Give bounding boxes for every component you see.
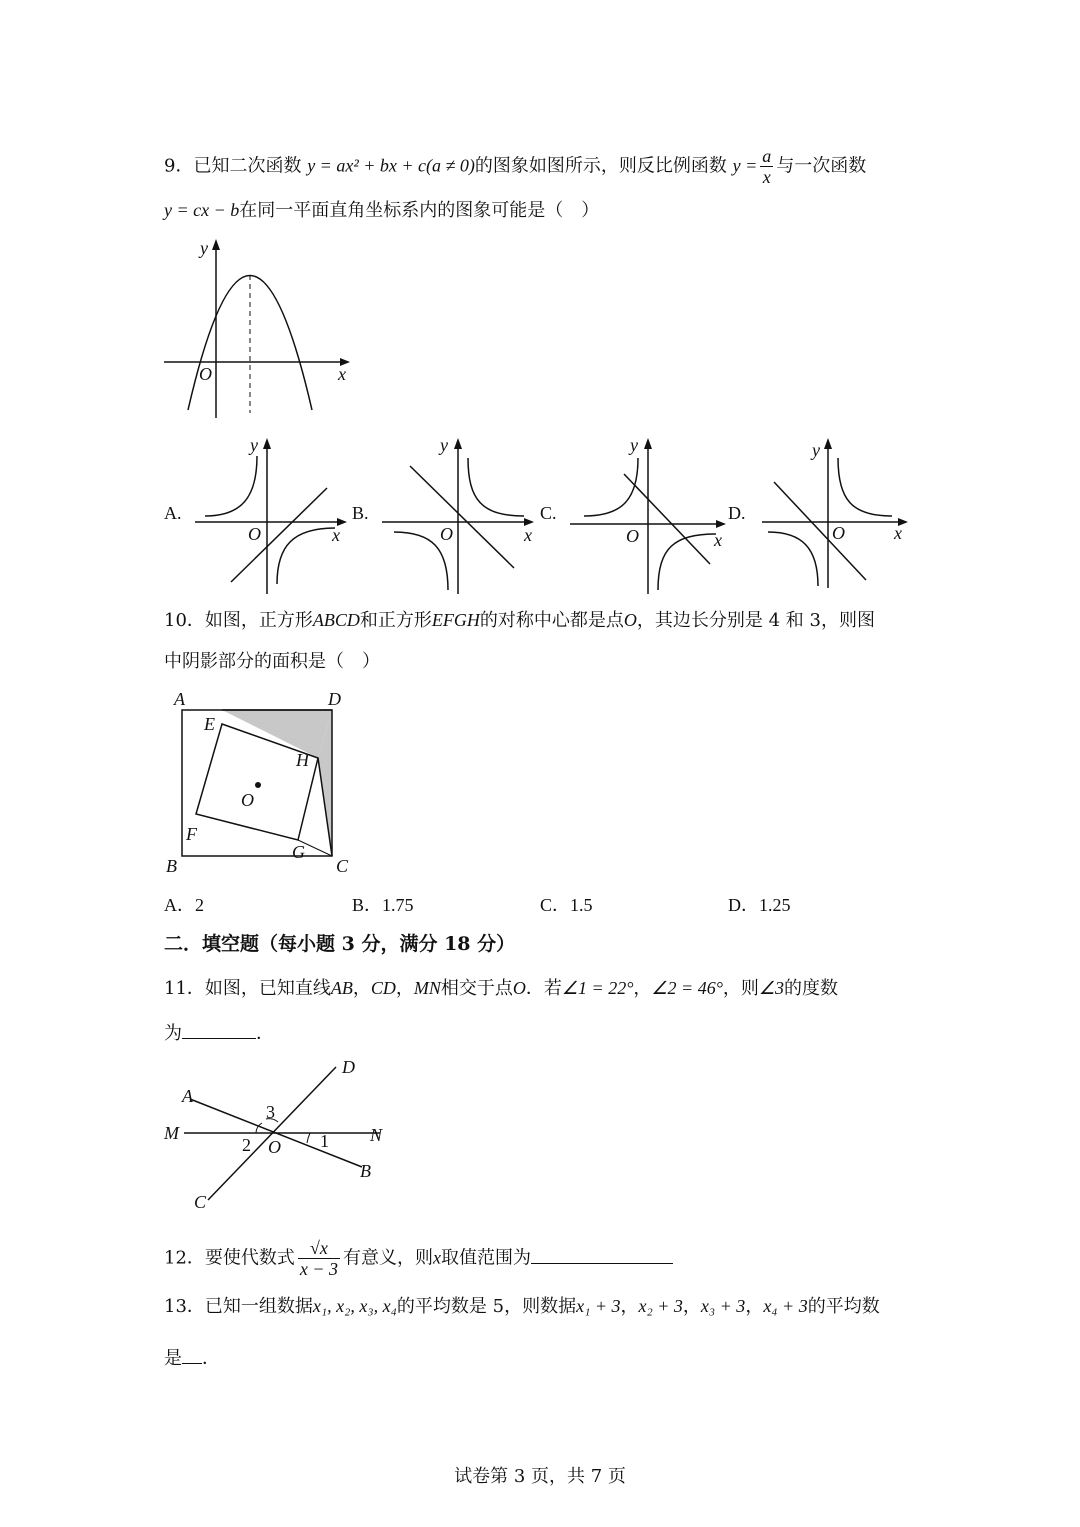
q9-b-x-label: x: [524, 525, 532, 545]
q9-inverse-lhs: y =: [732, 155, 758, 176]
q12-text-3: 取值范围为: [441, 1247, 532, 1269]
q10-line-1: [164, 608, 875, 633]
q9-d-y-label: y: [812, 440, 820, 460]
q12-text-1: 12．要使代数式: [164, 1247, 295, 1269]
q12-text-2: 有意义，则: [343, 1247, 434, 1269]
q10-choice-a[interactable]: A．2: [164, 895, 204, 915]
q10-point-o: O: [623, 610, 637, 630]
q11-label-a: A: [182, 1086, 193, 1106]
q11-angle-1: ∠1 = 22°: [561, 978, 634, 998]
q9-a-x-label: x: [332, 525, 340, 545]
q11-label-n: N: [370, 1125, 383, 1145]
q10-label-h: H: [296, 750, 309, 770]
page-footer: 试卷第 3 页，共 7 页: [454, 1466, 626, 1487]
q11-comma: ，: [395, 978, 414, 999]
q11-label-m: M: [164, 1123, 179, 1143]
q12-fraction: [298, 1238, 340, 1279]
q10-line-2: 中阴影部分的面积是（ ）: [164, 651, 380, 672]
q9-fraction-numerator: a: [762, 146, 772, 166]
q11-text-4: ，则: [722, 978, 759, 999]
q9-graph-x-label: x: [338, 364, 346, 384]
q9-line-1: [164, 146, 866, 187]
q9-text-1: 已知二次函数: [193, 155, 302, 177]
q12-denominator: x − 3: [299, 1259, 339, 1279]
q12-numerator: √x: [298, 1238, 340, 1259]
q10-text-3: 的对称中心都是点: [479, 610, 624, 631]
q13-line-2: [164, 1345, 220, 1371]
q11-text-5: 的度数: [784, 978, 839, 999]
q11-line-2: [164, 1020, 274, 1046]
q9-linear-expr: y = cx − b: [164, 200, 240, 220]
q9-fraction-denominator: x: [762, 167, 771, 187]
q9-a-y-label: y: [250, 435, 258, 455]
q10-label-e: E: [204, 714, 215, 734]
q9-c-origin-label: O: [626, 526, 639, 546]
q13-data-2: x₂ + 3: [638, 1296, 683, 1316]
q9-b-origin-label: O: [440, 524, 453, 544]
q11-line-cd: CD: [370, 978, 396, 998]
q9-text-3: 与一次函数: [776, 155, 867, 177]
q10-square-efgh: EFGH: [431, 610, 480, 630]
q10-label-a: A: [174, 689, 185, 709]
q10-choice-b[interactable]: B．1.75: [352, 895, 414, 915]
q10-text-1: 10．如图，正方形: [164, 610, 313, 631]
q11-point-o: O: [512, 978, 526, 998]
q9-inverse-fraction: [760, 146, 773, 187]
q11-angle-3: ∠3: [758, 978, 785, 998]
q13-answer-blank[interactable]: [182, 1345, 202, 1364]
q9-option-a-label[interactable]: A.: [164, 503, 182, 523]
q9-option-d-graph[interactable]: [762, 436, 922, 596]
q13-period: ．: [202, 1348, 220, 1369]
q9-option-b-graph[interactable]: [382, 436, 542, 596]
q10-label-g: G: [292, 842, 305, 862]
q9-text-4: 在同一平面直角坐标系内的图象可能是（ ）: [239, 200, 600, 221]
q9-line-2: [164, 198, 599, 223]
q13-text-4: 是: [164, 1348, 182, 1369]
q9-b-y-label: y: [440, 435, 448, 455]
q12-variable-x: x: [433, 1247, 442, 1268]
q10-choice-d[interactable]: D．1.25: [728, 895, 791, 915]
q9-graph-y-label: y: [200, 238, 208, 258]
q11-comma: ，: [633, 978, 652, 999]
q10-label-f: F: [186, 824, 197, 844]
q13-comma: ，: [620, 1296, 639, 1317]
q9-condition: (a ≠ 0): [425, 155, 475, 176]
q10-choice-c[interactable]: C．1.5: [540, 895, 593, 915]
q11-label-b: B: [360, 1161, 371, 1181]
q12-line: [164, 1238, 673, 1279]
q9-option-c-graph[interactable]: [570, 436, 735, 596]
q11-answer-blank[interactable]: [182, 1020, 256, 1039]
q11-intersecting-lines-figure: [158, 1055, 398, 1215]
q10-label-d: D: [328, 689, 341, 709]
q9-option-d-label[interactable]: D.: [728, 503, 746, 523]
q9-d-origin-label: O: [832, 523, 845, 543]
q11-label-o: O: [268, 1137, 281, 1157]
q11-text-1: 11．如图，已知直线: [164, 978, 331, 999]
q11-angle-label-2: 2: [242, 1135, 251, 1155]
q11-comma: ，: [352, 978, 371, 999]
q10-label-c: C: [336, 856, 349, 876]
q13-data-3: x₃ + 3: [700, 1296, 746, 1316]
q10-label-o: O: [241, 790, 254, 810]
q13-text-3: 的平均数: [807, 1296, 880, 1317]
q11-line-ab: AB: [330, 978, 353, 998]
q9-c-x-label: x: [714, 530, 722, 550]
q10-squares-figure: [160, 688, 360, 878]
q11-period: ．: [256, 1023, 274, 1044]
q9-c-y-label: y: [630, 435, 638, 455]
q11-label-d: D: [342, 1057, 355, 1077]
q11-line-mn: MN: [413, 978, 441, 998]
section-fill-in-title: 二．填空题（每小题 3 分，满分 18 分）: [164, 933, 516, 955]
q9-option-a-graph[interactable]: [195, 436, 355, 596]
q9-option-b-label[interactable]: B.: [352, 503, 369, 523]
q9-d-x-label: x: [894, 523, 902, 543]
q9-graph-origin-label: O: [199, 364, 212, 384]
q13-line-1: [164, 1294, 880, 1319]
q11-angle-label-1: 1: [320, 1131, 329, 1151]
q9-text-2: 的图象如图所示，则反比例函数: [474, 155, 727, 177]
q11-line-1: [164, 976, 838, 1001]
q9-a-origin-label: O: [248, 524, 261, 544]
q11-angle-2: ∠2 = 46°: [651, 978, 723, 998]
q13-comma: ，: [682, 1296, 701, 1317]
q11-text-3: ．若: [525, 978, 562, 999]
q13-comma: ，: [745, 1296, 764, 1317]
q11-label-c: C: [194, 1192, 207, 1212]
q10-text-4: ，其边长分别是 4 和 3，则图: [636, 610, 875, 631]
q13-text-2: 的平均数是 5，则数据: [396, 1296, 577, 1317]
q11-angle-label-3: 3: [266, 1102, 275, 1122]
q11-text-2: 相交于点: [440, 978, 513, 999]
q13-data-1: x₁ + 3: [576, 1296, 621, 1316]
q9-quadratic-expr: y = ax² + bx + c: [307, 155, 426, 176]
q13-data-set: x₁, x₂, x₃, x₄: [312, 1296, 397, 1316]
q9-option-c-label[interactable]: C.: [540, 503, 557, 523]
q9-parabola-graph: [160, 235, 360, 420]
q11-text-6: 为: [164, 1023, 182, 1044]
q10-square-abcd: ABCD: [312, 610, 360, 630]
q10-label-b: B: [166, 856, 177, 876]
q13-text-1: 13．已知一组数据: [164, 1296, 313, 1317]
q10-text-2: 和正方形: [359, 610, 432, 631]
q9-number: 9．: [164, 155, 194, 177]
q12-answer-blank[interactable]: [531, 1245, 673, 1264]
q13-data-4: x₄ + 3: [763, 1296, 808, 1316]
